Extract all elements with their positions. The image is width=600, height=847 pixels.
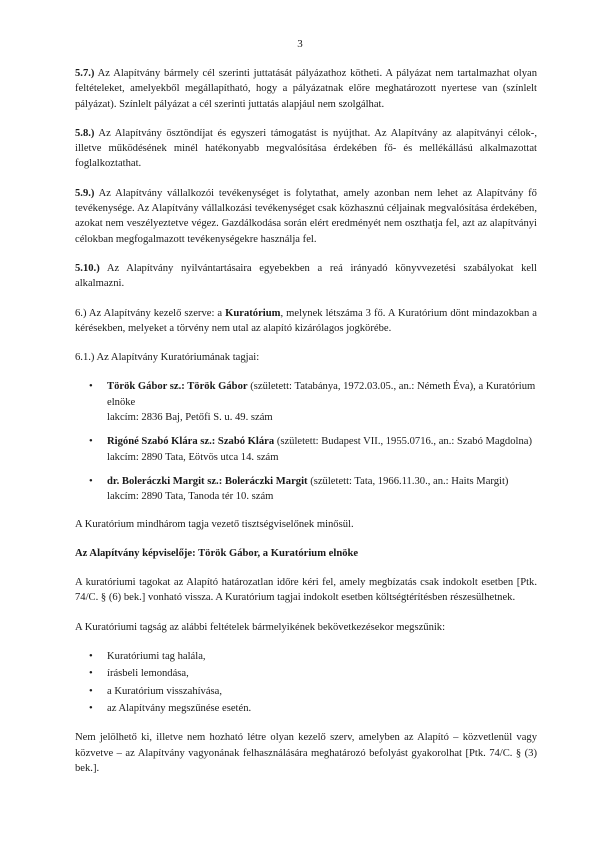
bullet-icon: • xyxy=(89,381,93,393)
section-text: Az Alapítvány nyilvántartásaira egyebekben a reá irányadó könyvvezetési szabályokat kell alkalmazni. xyxy=(75,262,537,290)
section-5-10 xyxy=(75,261,537,292)
member-entry xyxy=(107,474,537,489)
term-paragraph: A kuratóriumi tagokat az Alapító határozatlan időre kéri fel, amely megbízatás csak indokolt esetben [Ptk. 74/C. § (6) bek.] vonható vissza. A Kuratórium tagjai indokolt esetben költségtérítésben részesülhetnek. xyxy=(75,577,537,604)
termination-list xyxy=(75,649,537,716)
representative-heading: Az Alapítvány képviselője: Török Gábor, a Kuratórium elnöke xyxy=(75,547,359,559)
member-address: lakcím: 2890 Tata, Eötvös utca 14. szám xyxy=(107,451,279,463)
list-item xyxy=(75,649,537,664)
list-item xyxy=(75,684,537,699)
section-text: Az Alapítvány kezelő szerve: a xyxy=(88,307,223,319)
termination-item: írásbeli lemondása, xyxy=(107,668,189,680)
bullet-icon: • xyxy=(89,685,93,697)
section-label: 6.) xyxy=(75,307,87,319)
section-label: 5.9.) xyxy=(75,187,95,199)
section-5-8 xyxy=(75,126,537,172)
member-name: Rigóné Szabó Klára sz.: Szabó Klára xyxy=(107,436,275,448)
termination-intro: A Kuratóriumi tagság az alábbi feltételek bármelyikének bekövetkezésekor megszűnik: xyxy=(75,621,446,633)
member-list xyxy=(75,379,537,504)
member-address: lakcím: 2890 Tata, Tanoda tér 10. szám xyxy=(107,491,274,503)
section-text: Az Alapítvány vállalkozói tevékenységet is folytathat, amely azonban nem lehet az Alapítvány fő tevékenysége. Az Alapítvány vállalkozási tevékenységet csak közhasznú céljainak megvalósítása érdekében, azokat nem veszélyeztetve végez. Gazdálkodása során elért eredményét nem oszthatja fel, azt az alapítványi célokban megfogalmazott tevékenységekre használja fel. xyxy=(75,187,537,245)
bullet-icon: • xyxy=(89,651,93,663)
termination-item: a Kuratórium visszahívása, xyxy=(107,685,223,697)
section-6 xyxy=(75,306,537,337)
member-name: dr. Boleráczki Margit sz.: Boleráczki Margit xyxy=(107,475,308,487)
section-text: Az Alapítvány ösztöndíjat és egyszeri támogatást is nyújthat. Az Alapítvány az alapítványi célok-, illetve működésének minél hatékonyabb megvalósítása érdekében fő- és mellékállású alkalmazottat foglalkoztathat. xyxy=(75,127,537,170)
section-text: , melynek létszáma 3 fő. A Kuratórium dönt mindazokban a kérésekben, melyeket a törvény nem utal az alapító kizárólagos jogkörébe. xyxy=(75,307,537,334)
section-5-9 xyxy=(75,186,537,247)
section-label: 5.8.) xyxy=(75,127,95,139)
member-entry xyxy=(107,379,537,410)
section-label: 5.7.) xyxy=(75,68,95,79)
section-6-1 xyxy=(75,350,537,365)
list-item xyxy=(75,379,537,425)
section-text: Az Alapítvány Kuratóriumának tagjai: xyxy=(96,352,260,364)
member-details: (született: Tatabánya, 1972.03.05., an.: Németh Éva), a Kuratórium elnöke xyxy=(107,381,536,408)
document-body xyxy=(75,66,537,790)
member-entry xyxy=(107,434,537,449)
bullet-icon: • xyxy=(89,702,93,714)
final-paragraph: Nem jelölhető ki, illetve nem hozható létre olyan kezelő szerv, amelyben az Alapító – közvetlenül vagy közvetve – az Alapítvány vagyonának felhasználására meghatározó befolyást gyakorolhat [Ptk. 74/C. § (3) bek.]. xyxy=(75,732,537,774)
section-label: 6.1.) xyxy=(75,352,95,364)
section-text: Az Alapítvány bármely cél szerinti juttatását pályázathoz kötheti. A pályázat nem tartalmazhat olyan feltételeket, amelyekből megállapítható, hogy a pályázatnak előre meghatározott nyertese van (színlelt pályázat). Színlelt pályázat a cél szerinti juttatás alapjául nem szolgálhat. xyxy=(75,68,537,110)
list-item xyxy=(75,666,537,681)
list-item xyxy=(75,701,537,716)
kuratorium-term: Kuratórium xyxy=(225,307,281,319)
member-address: lakcím: 2836 Baj, Petőfi S. u. 49. szám xyxy=(107,412,273,424)
member-details: (született: Budapest VII., 1955.0716., an.: Szabó Magdolna) xyxy=(276,436,532,448)
bullet-icon: • xyxy=(89,475,93,487)
member-details: (született: Tata, 1966.11.30., an.: Haits Margit) xyxy=(310,475,509,487)
bullet-icon: • xyxy=(89,668,93,680)
list-item xyxy=(75,434,537,465)
list-item xyxy=(75,474,537,505)
bullet-icon: • xyxy=(89,436,93,448)
officers-note: A Kuratórium mindhárom tagja vezető tisztségviselőnek minősül. xyxy=(75,518,354,530)
page-number: 3 xyxy=(297,38,303,50)
section-label: 5.10.) xyxy=(75,262,100,274)
termination-item: az Alapítvány megszűnése esetén. xyxy=(107,702,252,714)
section-5-7 xyxy=(75,66,537,112)
termination-item: Kuratóriumi tag halála, xyxy=(107,651,206,663)
member-name: Török Gábor sz.: Török Gábor xyxy=(107,381,248,393)
